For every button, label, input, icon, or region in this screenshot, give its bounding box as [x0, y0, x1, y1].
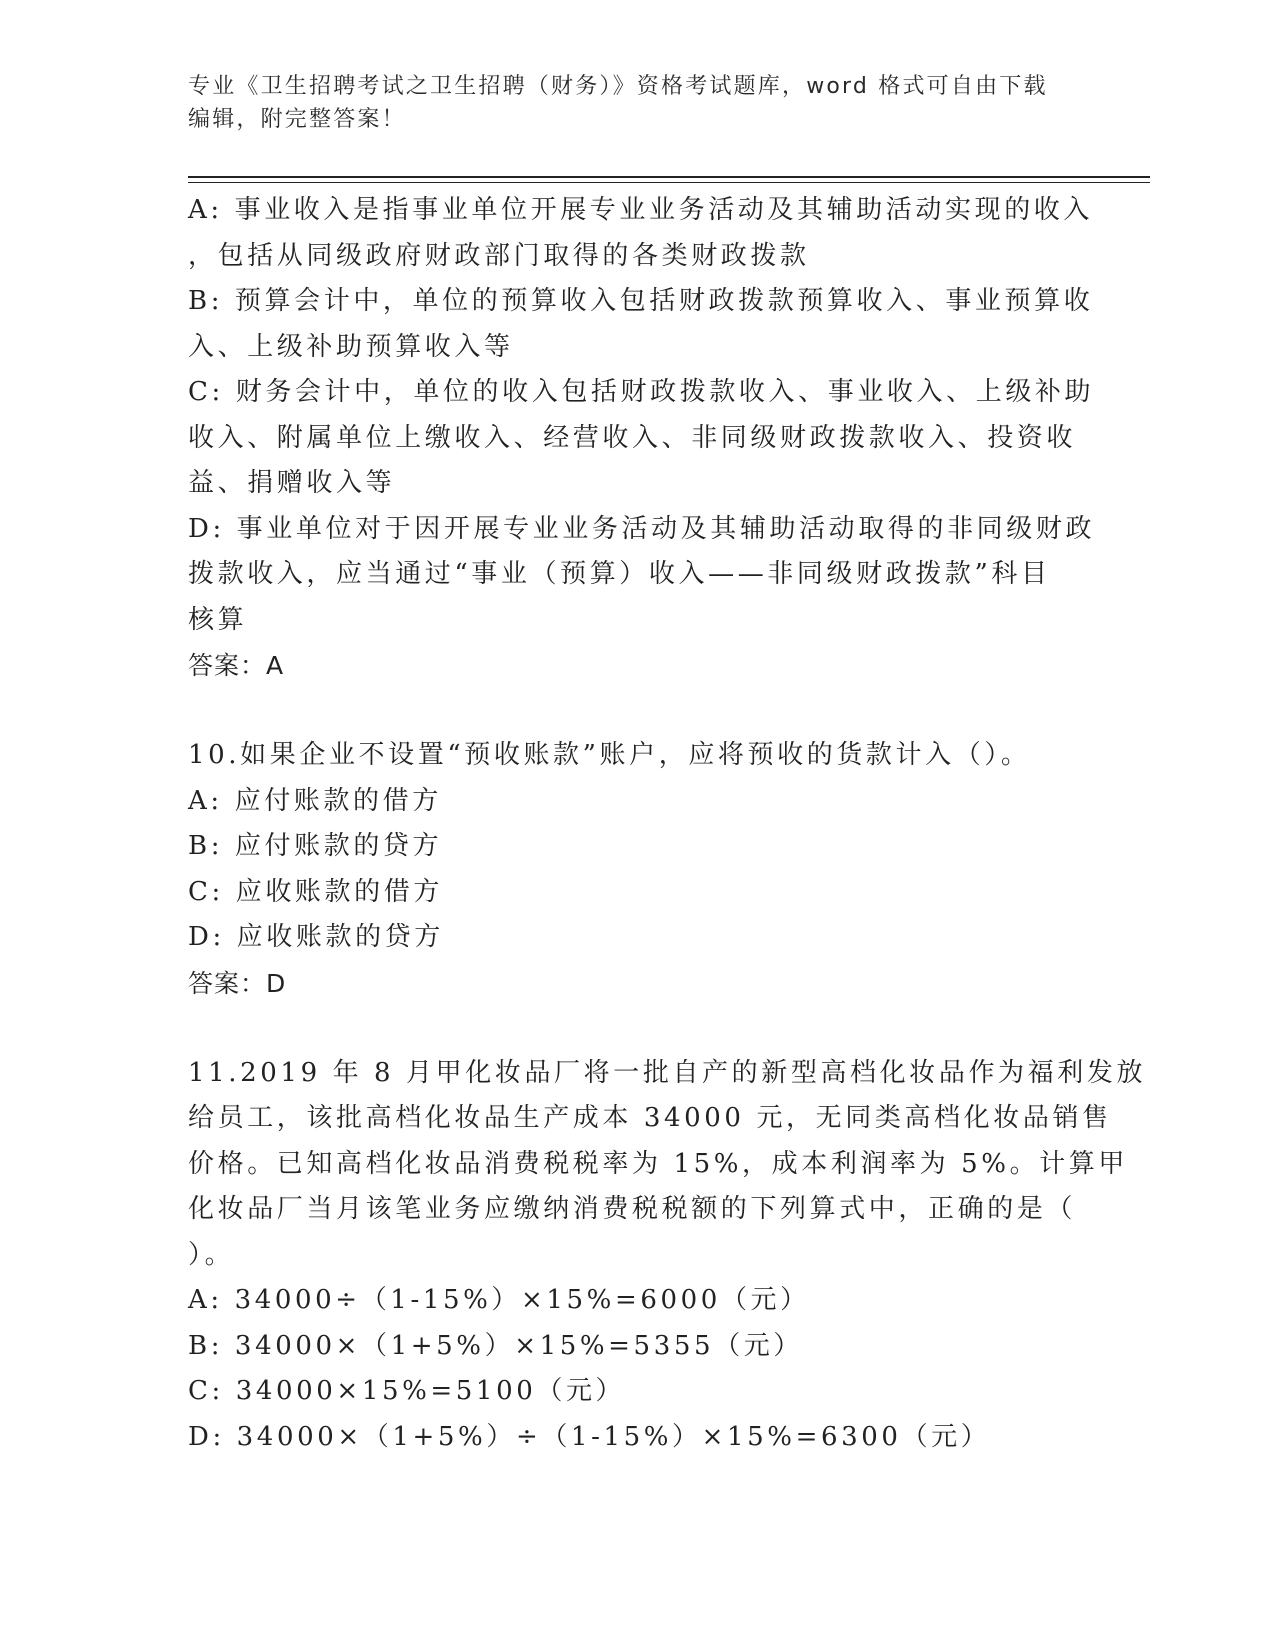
option-b: B: 应付账款的贷方	[188, 831, 443, 861]
option-d: D: 事业单位对于因开展专业业务活动及其辅助活动取得的非同级财政	[188, 513, 1096, 544]
question-9	[188, 188, 1096, 688]
option-c: C: 应收账款的借方	[188, 876, 443, 907]
question-stem: 价格。已知高档化妆品消费税税率为 15%，成本利润率为 5%。计算甲	[188, 1148, 1128, 1179]
question-11	[188, 1051, 1147, 1461]
option-c: C: 34000×15%=5100（元）	[188, 1376, 626, 1406]
option-c: 益、捐赠收入等	[188, 468, 396, 498]
question-stem: 化妆品厂当月该笔业务应缴纳消费税税额的下列算式中，正确的是（	[188, 1194, 1077, 1224]
header-line: 专业《卫生招聘考试之卫生招聘（财务）》资格考试题库，word 格式可自由下载	[188, 74, 1048, 99]
question-stem: 给员工，该批高档化妆品生产成本 34000 元，无同类高档化妆品销售	[188, 1103, 1112, 1133]
question-list	[188, 188, 1147, 1460]
option-d: D: 34000×（1+5%）÷（1-15%）×15%=6300（元）	[188, 1421, 991, 1452]
document-header	[188, 70, 1068, 136]
option-d: D: 应收账款的贷方	[188, 922, 444, 952]
question-stem: 10.如果企业不设置“预收账款”账户，应将预收的货款计入（）。	[188, 740, 1031, 770]
option-a: A: 34000÷（1-15%）×15%=6000（元）	[188, 1285, 810, 1315]
option-a: A: 事业收入是指事业单位开展专业业务活动及其辅助活动实现的收入	[188, 195, 1094, 225]
header-divider	[188, 176, 1150, 178]
option-d: 拨款收入，应当通过“事业（预算）收入——非同级财政拨款”科目	[188, 559, 1051, 589]
option-c: C: 财务会计中，单位的收入包括财政拨款收入、事业收入、上级补助	[188, 377, 1095, 407]
option-b: B: 34000×（1+5%）×15%=5355（元）	[188, 1330, 803, 1361]
header-line: 编辑，附完整答案！	[188, 107, 406, 132]
option-d: 核算	[188, 604, 248, 635]
option-a: A: 应付账款的借方	[188, 785, 442, 816]
question-stem: ）。	[188, 1239, 235, 1270]
header-divider	[188, 182, 1150, 183]
option-b: B: 预算会计中，单位的预算收入包括财政拨款预算收入、事业预算收	[188, 286, 1094, 316]
option-c: 收入、附属单位上缴收入、经营收入、非同级财政拨款收入、投资收	[188, 422, 1077, 453]
spacer	[188, 1006, 1088, 1051]
option-b: 入、上级补助预算收入等	[188, 331, 514, 362]
answer-label: 答案：D	[188, 968, 287, 998]
spacer	[188, 688, 1088, 733]
answer-label: 答案：A	[188, 651, 285, 680]
question-stem: 11.2019 年 8 月甲化妆品厂将一批自产的新型高档化妆品作为福利发放	[188, 1057, 1147, 1088]
option-a: ，包括从同级政府财政部门取得的各类财政拨款	[188, 240, 810, 271]
question-10	[188, 733, 1088, 1006]
